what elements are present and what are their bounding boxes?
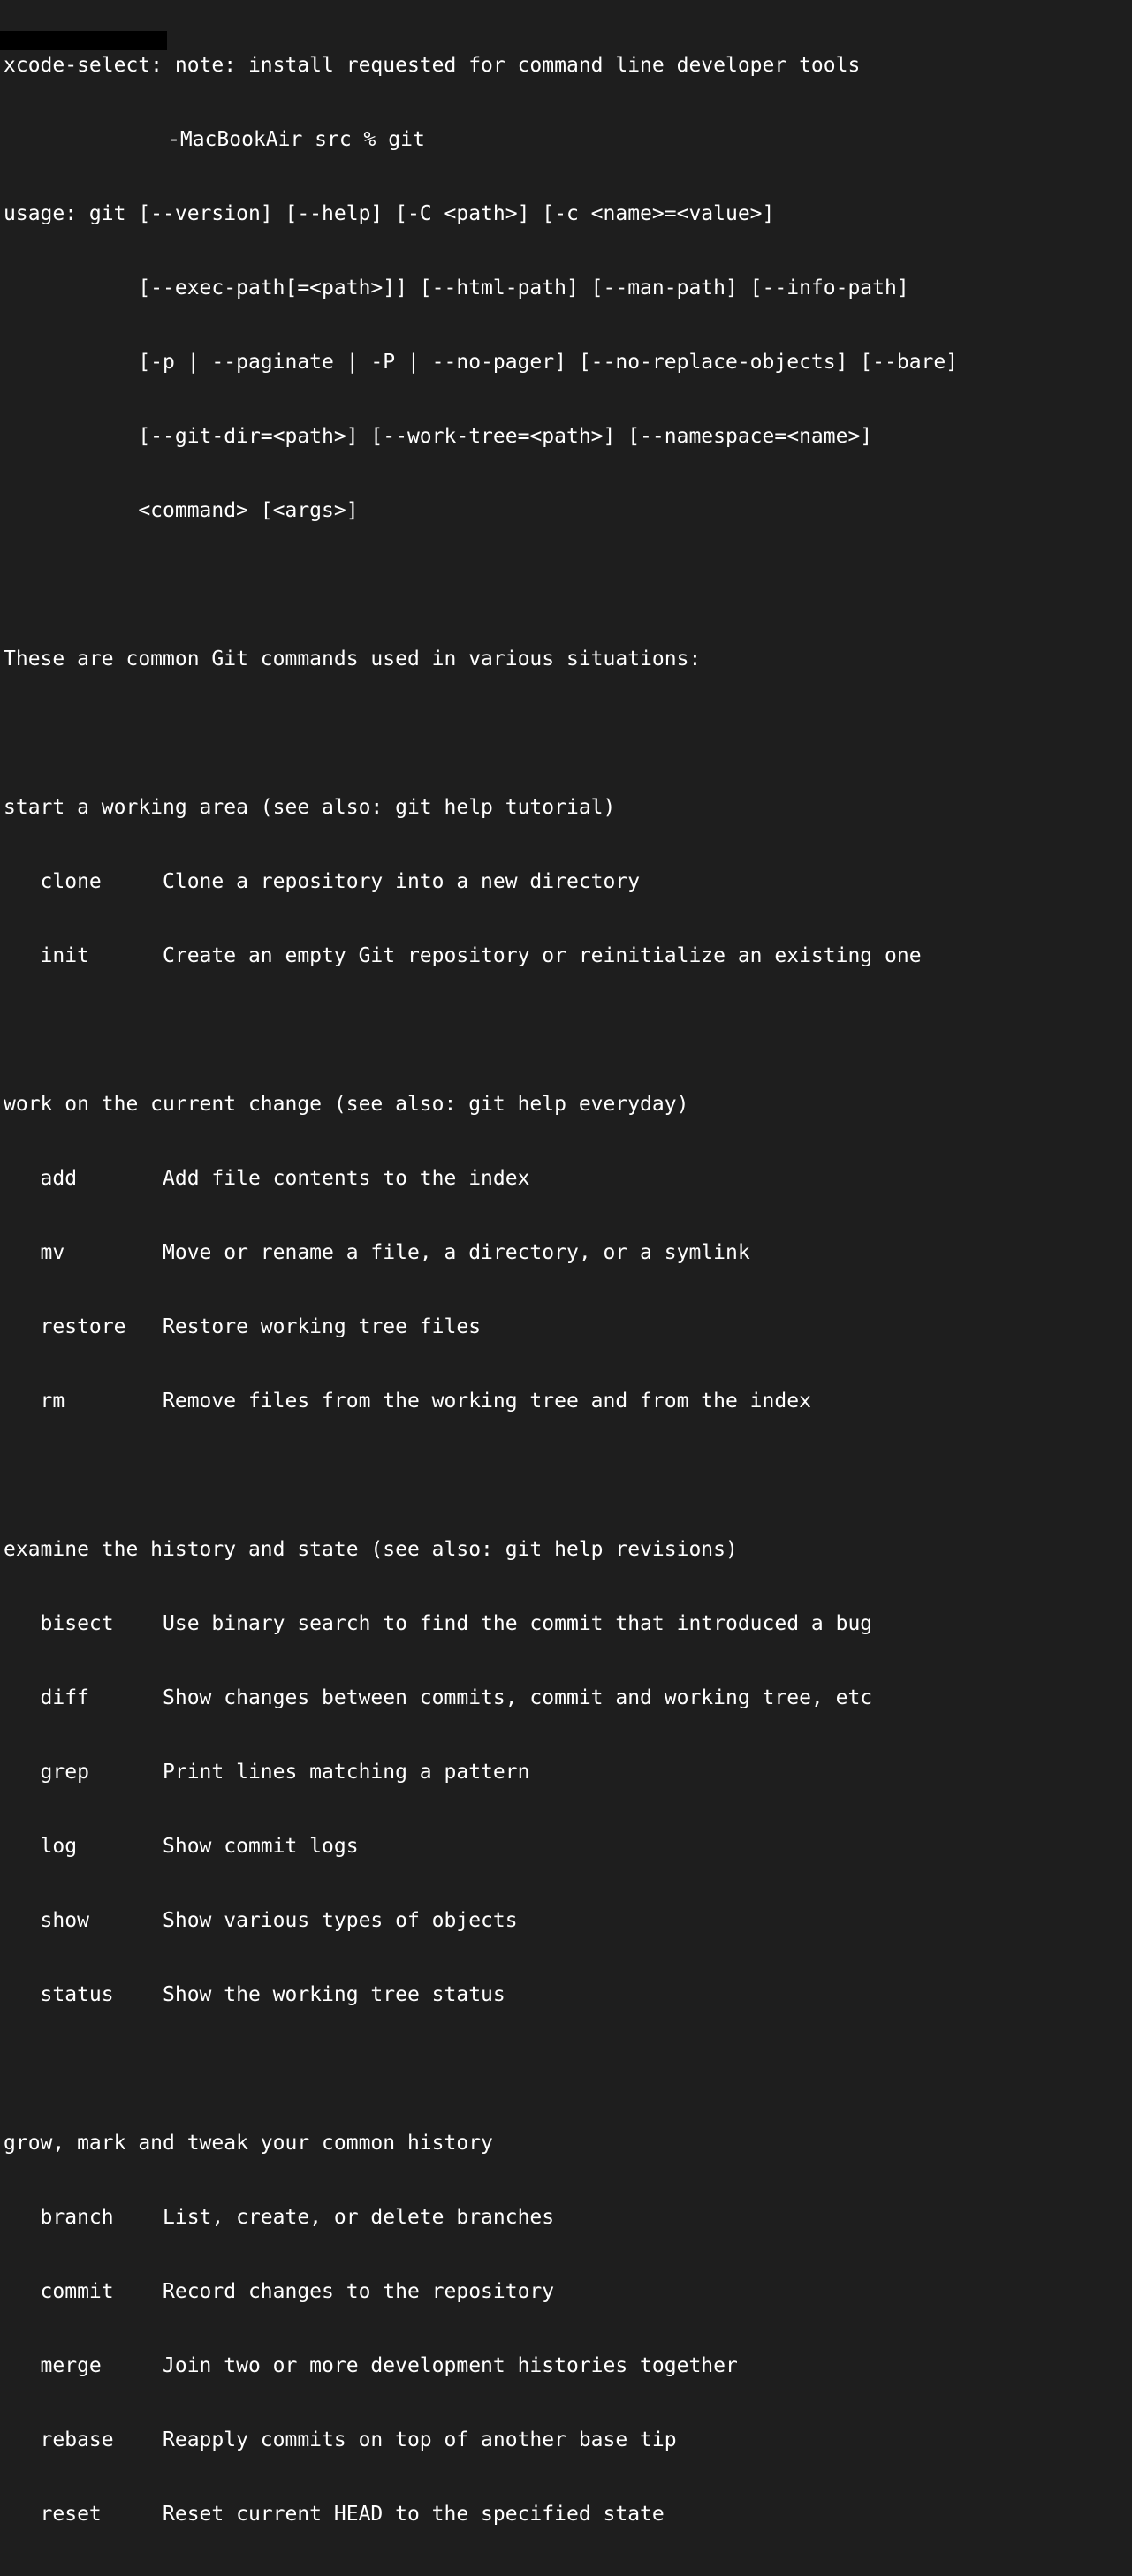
terminal-line: xcode-select: note: install requested for command line developer tools bbox=[4, 54, 861, 77]
terminal-line: [-p | --paginate | -P | --no-pager] [--no-replace-objects] [--bare] bbox=[4, 351, 959, 374]
terminal-line: commit Record changes to the repository bbox=[4, 2280, 555, 2303]
redaction-bar bbox=[0, 31, 167, 50]
terminal-line: rm Remove files from the working tree and from the index bbox=[4, 1390, 811, 1413]
terminal-line: grow, mark and tweak your common history bbox=[4, 2132, 493, 2155]
terminal-line: mv Move or rename a file, a directory, or a symlink bbox=[4, 1241, 750, 1264]
terminal-line bbox=[4, 1018, 1132, 1042]
terminal-line: bisect Use binary search to find the commit that introduced a bug bbox=[4, 1612, 873, 1635]
terminal-line: restore Restore working tree files bbox=[4, 1315, 482, 1338]
terminal-output bbox=[4, 4, 1132, 2576]
terminal-line: usage: git [--version] [--help] [-C <path>] [-c <name>=<value>] bbox=[4, 202, 775, 225]
terminal-line bbox=[4, 572, 1132, 597]
terminal-line: reset Reset current HEAD to the specified state bbox=[4, 2503, 665, 2526]
terminal-line: [--git-dir=<path>] [--work-tree=<path>] [--namespace=<name>] bbox=[4, 425, 873, 448]
terminal-line: status Show the working tree status bbox=[4, 1983, 505, 2006]
terminal-line: show Show various types of objects bbox=[4, 1909, 518, 1932]
terminal-line: These are common Git commands used in various situations: bbox=[4, 648, 702, 671]
terminal-line: rebase Reapply commits on top of another base tip bbox=[4, 2428, 677, 2451]
terminal-line: grep Print lines matching a pattern bbox=[4, 1761, 530, 1784]
terminal-line: examine the history and state (see also: git help revisions) bbox=[4, 1538, 738, 1561]
terminal-line bbox=[4, 721, 1132, 746]
terminal-line: work on the current change (see also: git help everyday) bbox=[4, 1093, 689, 1116]
terminal-line: branch List, create, or delete branches bbox=[4, 2206, 555, 2229]
terminal-line: merge Join two or more development histories together bbox=[4, 2354, 738, 2377]
terminal-line: start a working area (see also: git help tutorial) bbox=[4, 796, 616, 819]
prompt-text: -MacBookAir src % git bbox=[168, 128, 425, 151]
terminal-line: diff Show changes between commits, commit and working tree, etc bbox=[4, 1686, 873, 1709]
terminal-line: add Add file contents to the index bbox=[4, 1167, 530, 1190]
terminal-line bbox=[4, 2057, 1132, 2081]
terminal-prompt-line bbox=[4, 127, 1132, 152]
terminal-line: clone Clone a repository into a new directory bbox=[4, 870, 641, 893]
terminal-line: <command> [<args>] bbox=[4, 499, 359, 522]
terminal-line: log Show commit logs bbox=[4, 1835, 359, 1858]
terminal-line: [--exec-path[=<path>]] [--html-path] [--man-path] [--info-path] bbox=[4, 277, 909, 299]
terminal-line: init Create an empty Git repository or reinitialize an existing one bbox=[4, 944, 922, 967]
terminal-line bbox=[4, 1463, 1132, 1488]
